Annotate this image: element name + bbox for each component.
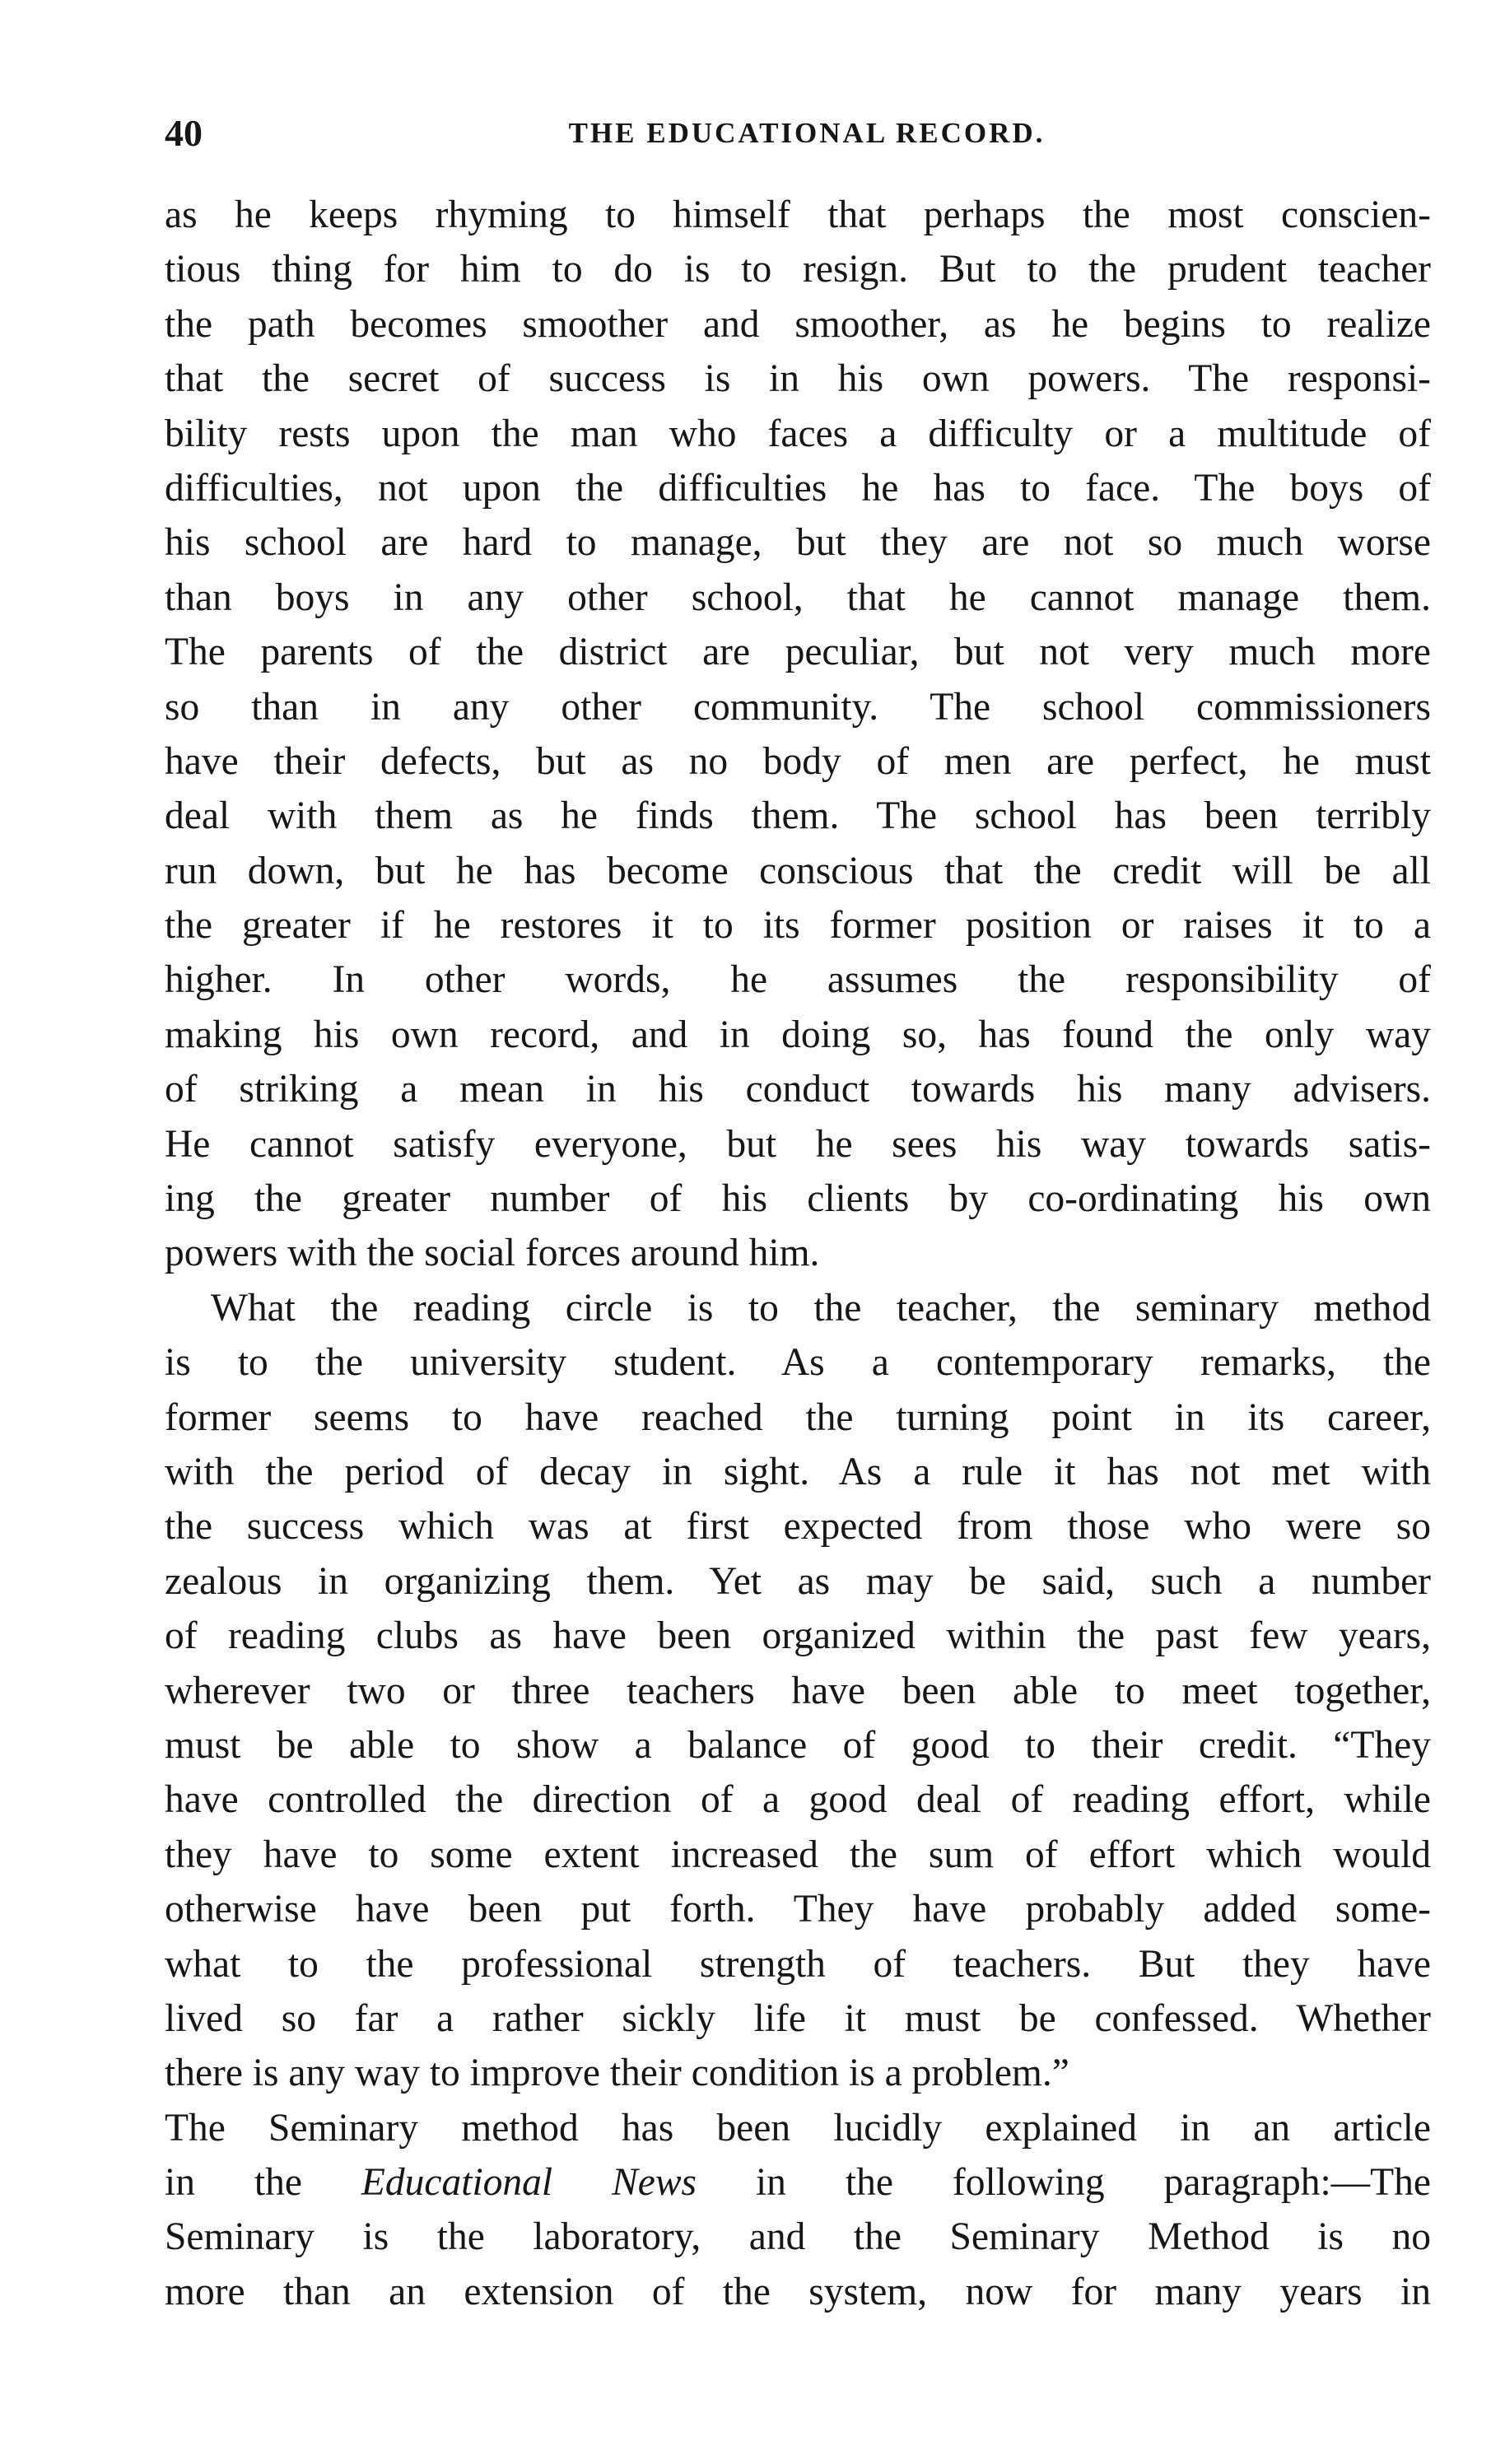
text-line: the success which was at first expected from those who were so bbox=[165, 1505, 1431, 1549]
text-segment: in the bbox=[165, 2161, 361, 2205]
text-line: his school are hard to manage, but they are not so much worse bbox=[165, 521, 1431, 565]
text-line: of striking a mean in his conduct towards his many advisers. bbox=[165, 1068, 1431, 1111]
page-number: 40 bbox=[165, 112, 203, 154]
text-line: higher. In other words, he assumes the responsibility of bbox=[165, 958, 1431, 1002]
text-line: that the secret of success is in his own powers. The responsi- bbox=[165, 357, 1431, 401]
text-line: tious thing for him to do is to resign. But to the prudent teacher bbox=[165, 248, 1431, 291]
text-line: Seminary is the laboratory, and the Seminary Method is no bbox=[165, 2215, 1431, 2259]
text-line: what to the professional strength of teachers. But they have bbox=[165, 1942, 1431, 1986]
text-line: the path becomes smoother and smoother, as he begins to realize bbox=[165, 302, 1431, 346]
text-line: they have to some extent increased the sum of effort which would bbox=[165, 1833, 1431, 1876]
text-line: zealous in organizing them. Yet as may be said, such a number bbox=[165, 1559, 1431, 1603]
paragraph bbox=[165, 1281, 1431, 2319]
text-line: so than in any other community. The school commissioners bbox=[165, 685, 1431, 729]
text-line: is to the university student. As a contemporary remarks, the bbox=[165, 1341, 1431, 1385]
text-line: have controlled the direction of a good deal of reading effort, while bbox=[165, 1778, 1431, 1822]
text-line: difficulties, not upon the difficulties he has to face. The boys of bbox=[165, 466, 1431, 510]
text-line: have their defects, but as no body of men are perfect, he must bbox=[165, 739, 1431, 783]
text-line: deal with them as he finds them. The school has been terribly bbox=[165, 794, 1431, 838]
text-line: powers with the social forces around him. bbox=[165, 1232, 820, 1275]
text-line: ing the greater number of his clients by co-ordinating his own bbox=[165, 1177, 1431, 1221]
text-line: What the reading circle is to the teacher, the seminary method bbox=[211, 1286, 1431, 1330]
text-line: there is any way to improve their condition is a problem.” bbox=[165, 2052, 1069, 2095]
text-line: run down, but he has become conscious that the credit will be all bbox=[165, 849, 1431, 892]
text-line: making his own record, and in doing so, has found the only way bbox=[165, 1013, 1431, 1056]
text-line: lived so far a rather sickly life it must be confessed. Whether bbox=[165, 1996, 1431, 2040]
text-line: The parents of the district are peculiar, but not very much more bbox=[165, 631, 1431, 674]
text-line: wherever two or three teachers have been able to meet together, bbox=[165, 1669, 1431, 1712]
text-line: former seems to have reached the turning point in its career, bbox=[165, 1395, 1431, 1439]
text-line: the greater if he restores it to its former position or raises it to a bbox=[165, 904, 1431, 948]
publication-title: Educational News bbox=[361, 2161, 697, 2205]
text-line: He cannot satisfy everyone, but he sees his way towards satis- bbox=[165, 1122, 1431, 1166]
text-line: with the period of decay in sight. As a rule it has not met with bbox=[165, 1450, 1431, 1493]
text-line: as he keeps rhyming to himself that perhaps the most conscien- bbox=[165, 193, 1431, 236]
text-segment: in the following paragraph:—The bbox=[697, 2161, 1431, 2205]
text-line: must be able to show a balance of good to their credit. “They bbox=[165, 1723, 1431, 1767]
text-line: bility rests upon the man who faces a difficulty or a multitude of bbox=[165, 412, 1431, 455]
text-line bbox=[165, 2155, 1431, 2210]
text-line: of reading clubs as have been organized within the past few years, bbox=[165, 1614, 1431, 1658]
text-line: than boys in any other school, that he cannot manage them. bbox=[165, 575, 1431, 619]
body-text bbox=[165, 188, 1431, 2319]
paragraph bbox=[165, 188, 1431, 1281]
page-header bbox=[165, 109, 1416, 158]
text-line: The Seminary method has been lucidly explained in an article bbox=[165, 2106, 1431, 2150]
text-line: otherwise have been put forth. They have probably added some- bbox=[165, 1888, 1431, 1931]
text-line: more than an extension of the system, now for many years in bbox=[165, 2270, 1431, 2313]
running-head: THE EDUCATIONAL RECORD. bbox=[568, 117, 1046, 149]
